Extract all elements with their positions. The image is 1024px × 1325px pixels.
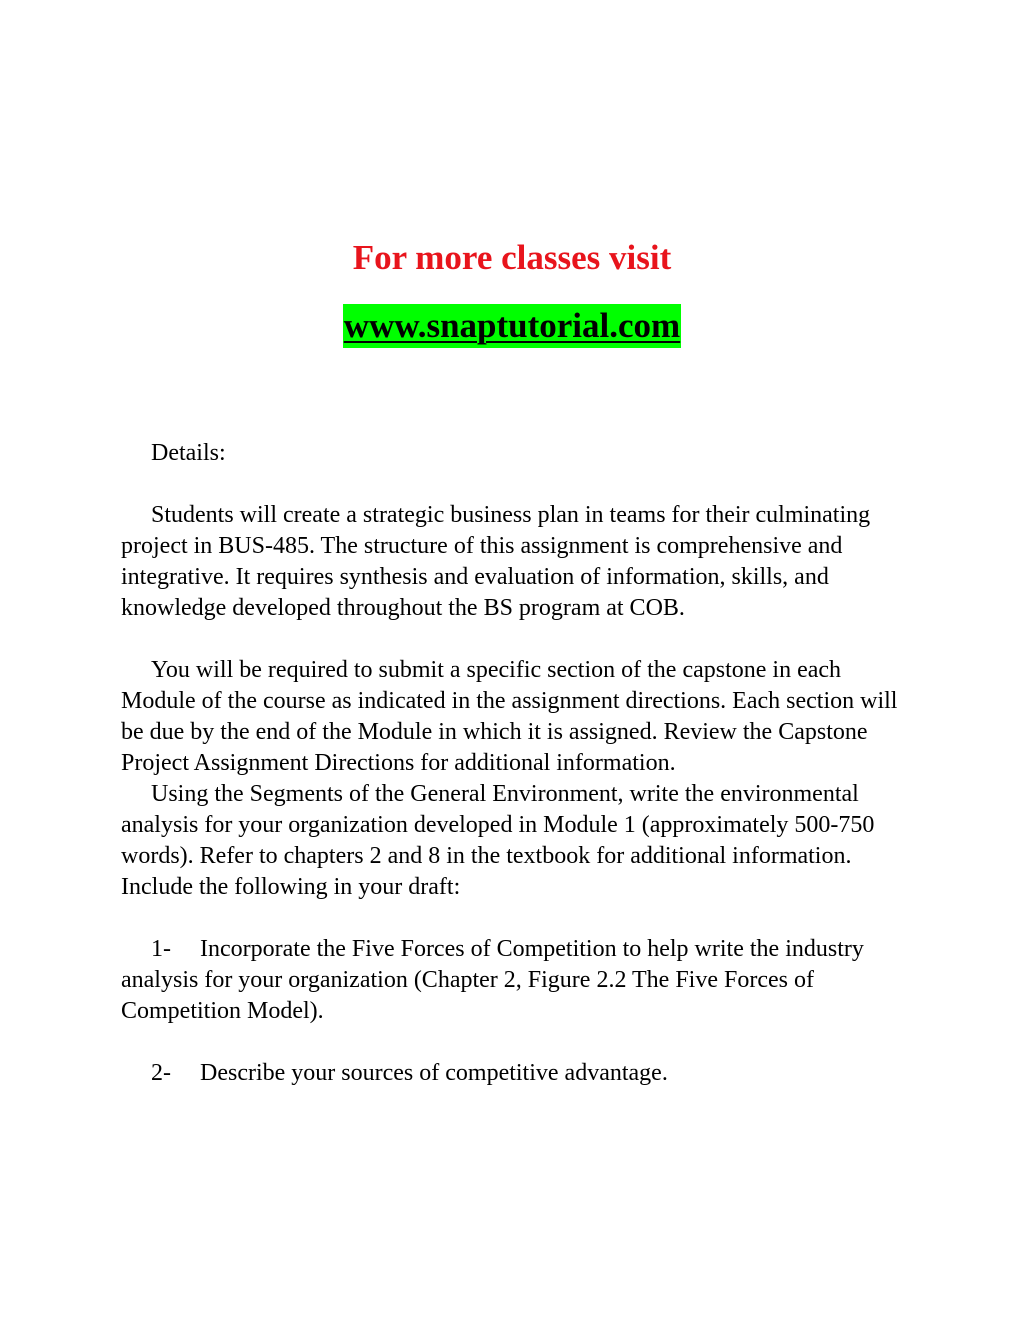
document-body <box>121 438 921 1089</box>
website-link[interactable]: www.snaptutorial.com <box>343 304 681 348</box>
spacer <box>121 903 921 934</box>
details-label: Details: <box>151 440 226 466</box>
list-item <box>121 934 921 1027</box>
spacer <box>121 469 921 500</box>
list-item-text: Incorporate the Five Forces of Competition to help write the industry analysis for your organization (Chapter 2, Figure 2.2 The Five Forces of Competition Model). <box>121 936 864 1024</box>
paragraph-submission-schedule: You will be required to submit a specific section of the capstone in each Module of the course as indicated in the assignment directions. Each section will be due by the end of the Module in which it is assigned. Review the Capstone Project Assignment Directions for additional information. <box>121 657 898 776</box>
paragraph-environmental-analysis: Using the Segments of the General Environment, write the environmental analysis for your organization developed in Module 1 (approximately 500-750 words). Refer to chapters 2 and 8 in the textbook for additional information. Include the following in your draft: <box>121 781 875 900</box>
spacer <box>121 1027 921 1058</box>
list-item-number: 2- <box>151 1060 171 1086</box>
promo-link-row <box>0 304 1024 348</box>
spacer <box>121 624 921 655</box>
list-item-number: 1- <box>151 936 171 962</box>
paragraph-project-overview: Students will create a strategic business plan in teams for their culminating project in BUS-485. The structure of this assignment is comprehensive and integrative. It requires synthesis and evaluation of information, skills, and knowledge developed throughout the BS program at COB. <box>121 502 871 621</box>
promo-heading-text: For more classes visit <box>352 238 672 277</box>
promo-heading <box>0 236 1024 280</box>
list-item <box>121 1058 921 1089</box>
list-item-text: Describe your sources of competitive advantage. <box>200 1060 668 1086</box>
